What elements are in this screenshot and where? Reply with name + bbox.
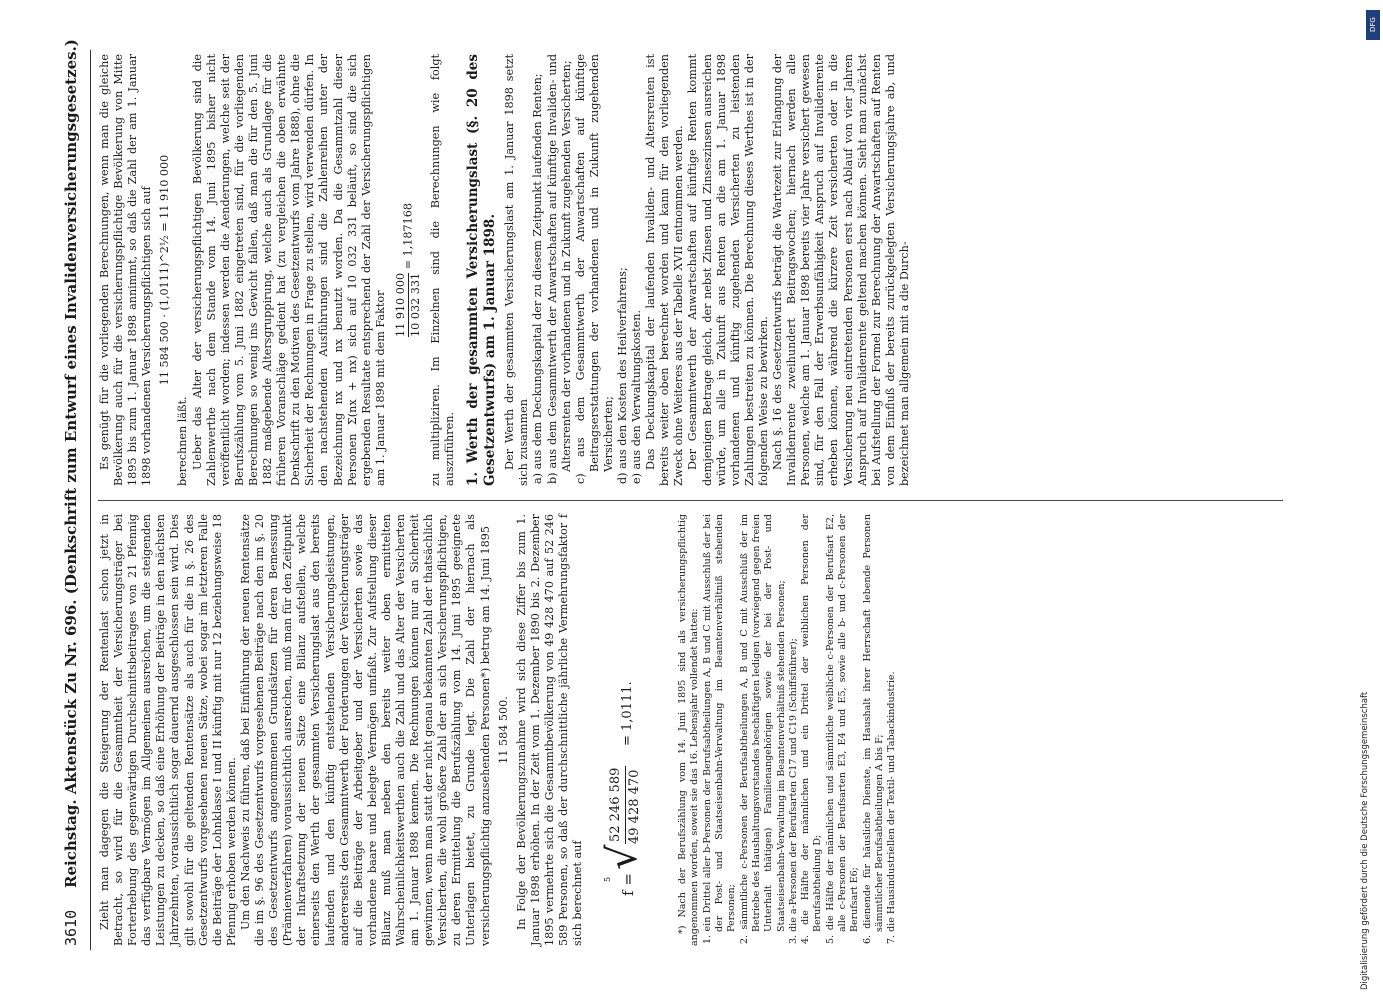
root-index: 5 [603, 876, 613, 882]
list-item: c) aus dem Gesammtwerth der Anwartschaften auf künftige Beitragserstattungen der vorhandenen und in Zukunft zugehenden Versicherten; [573, 54, 615, 484]
list-item: e) aus den Verwaltungskosten. [630, 309, 644, 484]
footnote-item: 1. ein Drittel aller b-Personen der Berufsabtheilungen A, B und C mit Ausschluß der bei der Post- und Staatseisenbahn-Verwaltung im Beamtenverhältniß stehenden Personen; [701, 514, 738, 944]
paragraph: Der Werth der gesammten Versicherungslast am 1. Januar 1898 setzt sich zusammen [503, 54, 531, 486]
equation: 11 584 500 · (1,0111)^2½ = 11 910 000 [158, 154, 172, 386]
running-title: Reichstag. Aktenstück Zu Nr. 696. (Denkschrift zum Entwurf eines Invalidenversicherungsgesetzes.) [62, 39, 80, 888]
footnote-item: 5. die Hälfte der männlichen und sämmtliche weibliche c-Personen der Berufsart E2, alle c-Personen der Berufsarten E3, E4 und E5, sowie alle b- und c-Personen der Berufsart E6; [824, 514, 861, 944]
paragraph: Ueber das Alter der versicherungspflichtigen Bevölkerung sind die Zahlenwerthe nach dem Stande vom 14. Juni 1895 bisher nicht veröffentlicht worden; indessen werden die Aenderungen, welche seit der Berufszählung vom 5. Juni 1882 eingetreten sind, für die vorliegenden Berechnungen so wenig ins Gewicht fallen, daß man die für den 5. Juni 1882 maßgebende Altersgruppirung, welche auch als Grundlage für die früheren Voranschläge gedient hat (zu vergleichen die oben erwähnte Denkschrift zu den Motiven des Gesetzentwurfs vom Jahre 1888), ohne die Sicherheit der Rechnungen in Frage zu stellen, wird verwenden dürfen. In den nachstehenden Ausführungen sind die Zahlenreihen unter der Bezeichnung nx und nx benutzt worden. Da die Gesammtzahl dieser Personen Σ(nx + nx) sich auf 10 032 331 beläuft, so sind die sich ergebenden Resultate entsprechend der Zahl der Versicherungspflichtigen am 1. Januar 1898 mit dem Faktor [190, 54, 387, 486]
list-item: a) aus dem Deckungskapital der zu diesem Zeitpunkt laufenden Renten; [531, 73, 545, 484]
growth-factor-formula [600, 514, 659, 896]
column-divider [98, 500, 1283, 501]
formula-lhs: f = [619, 873, 638, 896]
document-page [60, 39, 1305, 950]
value-line: 11 584 500. [496, 696, 510, 764]
paragraph: Das Deckungskapital der laufenden Invaliden- und Altersrenten ist bereits weiter oben berechnet worden und kann für den vorliegenden Zweck ohne Weiteres aus der Tabelle XVII entnommen werden. [644, 54, 686, 486]
right-column [98, 54, 912, 486]
left-column [98, 514, 899, 946]
paragraph: Um den Nachweis zu führen, daß bei Einführung der neuen Rentensätze die im §. 96 des Gesetzentwurfs vorgesehenen Beiträge nach den im §. 20 des Gesetzentwurfs angenommenen Grundsätzen für deren Bemessung (Prämienverfahren) voraussichtlich ausreichen, muß man für den Zeitpunkt der Inkraftsetzung der neuen Sätze eine Bilanz aufstellen, welche einerseits den Werth der gesammten Versicherungslast aus den bereits laufenden und den künftig entstehenden Versicherungsleistungen, andererseits den Gesammtwerth der Forderungen der Versicherungsträger auf die Beiträge der Arbeitgeber und der Versicherten sowie das vorhandene baare und belegte Vermögen umfaßt. Zur Aufstellung dieser Bilanz muß man neben den bereits weiter oben ermittelten Wahrscheinlichkeitswerthen auch die Zahl und das Alter der Versicherten am 1. Januar 1898 kennen. Die Rechnungen können nur an Sicherheit gewinnen, wenn man statt der nicht genau bekannten Zahl der thatsächlich Versicherten, die wohl größere Zahl der an sich Versicherungspflichtigen, zu deren Ermittelung die Berufszählung vom 14. Juni 1895 geeignete Unterlagen bietet, zu Grunde legt. Die Zahl der hiernach als versicherungspflichtig anzusehenden Personen*) betrug am 14. Juni 1895 [238, 514, 492, 946]
footnote-intro: *) Nach der Berufszählung vom 14. Juni 1895 sind als versicherungspflichtig angenommen worden, soweit sie das 16. Lebensjahr vollendet hatten: [677, 514, 701, 946]
factor-denominator: 10 032 331 [408, 272, 422, 337]
section-heading: 1. Werth der gesammten Versicherungslast (§. 20 des Gesetzentwurfs) am 1. Januar 1898. [465, 54, 499, 486]
paragraph: berechnen läßt. [176, 396, 190, 486]
footnote-item: 7. die Hausindustriellen der Textil- und Tabackindustrie. [886, 671, 898, 944]
paragraph: Zieht man dagegen die Steigerung der Rentenlast schon jetzt in Betracht, so wird für die Gesammtheit der Versicherungsträger bei Forterhebung des gegenwärtigen Durchschnittsbeitrages von 21 Pfennig das verfügbare Vermögen im Allgemeinen ausreichen, um die steigenden Leistungen zu decken, so daß eine Erhöhung der Beiträge in den nächsten Jahrzehnten, voraussichtlich sogar dauernd ausgeschlossen sein wird. Dies gilt sowohl für die geltenden Rentensätze als auch für die in §. 26 des Gesetzentwurfs vorgesehenen neuen Sätze, wobei sogar im letzteren Falle die Beiträge der Lohnklasse I und II künftig mit nur 12 beziehungsweise 18 Pfennig erhoben werden können. [98, 514, 238, 946]
dfg-logo: DFG [1366, 10, 1380, 40]
footnote-item: 6. dienende für häusliche Dienste, im Haushalt ihrer Herrschaft lebende Personen sämmtlicher Berufsabtheilungen A bis F; [861, 514, 885, 944]
paragraph: zu multipliziren. Im Einzelnen sind die Berechnungen wie folgt auszuführen. [429, 54, 457, 486]
denominator: 49 428 470 [627, 769, 643, 844]
footnote-item: 2. sämmtliche c-Personen der Berufsabtheilungen A, B und C mit Ausschluß der im Betriebe des Haushaltungsvorstandes beschäftigten ledigen (vorwiegend gegen freien Unterhalt thätigen) Familienangehörigen sowie der bei der Post- und Staatseisenbahn-Verwaltung im Beamtenverhältniß stehenden Personen; [738, 514, 787, 944]
list-item: d) aus den Kosten des Heilverfahrens; [616, 267, 629, 484]
paragraph: Nach §. 16 des Gesetzentwurfs beträgt die Wartezeit zur Erlangung der Invalidenrente zweihundert Beitragswochen; hiernach werden alle Personen, welche am 1. Januar 1898 bereits vier Jahre versichert gewesen sind, für den Fall der Erwerbsunfähigkeit Anspruch auf Invalidenrente erheben können, während die kürzere Zeit versicherten oder in die Versicherung neu eintretenden Personen erst nach Ablauf von vier Jahren Anspruch auf Invalidenrente geltend machen können. Sieht man zunächst bei Aufstellung der Formel zur Berechnung der Anwartschaften auf Renten von dem Einfluß der bereits zurückgelegten Versicherungsjahre ab, und bezeichnet man allgemein mit a die Durch- [771, 54, 911, 486]
page-number: 3610 [62, 909, 80, 946]
header-rule [90, 50, 91, 950]
formula-result: = 1,0111. [620, 681, 636, 746]
footnote-item: 4. die Hälfte der männlichen und ein Drittel der weiblichen Personen der Berufsabtheilung D; [800, 514, 824, 944]
factor-numerator: 11 910 000 [394, 273, 409, 337]
factor-fraction [394, 54, 423, 486]
footnote-item: 3. die a-Personen der Berufsarten C17 und C19 (Schiffsführer); [787, 638, 799, 944]
factor-result: = 1,187168 [401, 203, 415, 270]
numerator: 52 246 589 [607, 766, 626, 844]
page-header [60, 39, 88, 950]
root-sign-icon: √ [600, 844, 647, 870]
paragraph: Es genügt für die vorliegenden Berechnungen, wenn man die gleiche Bevölkerung auch für die versicherungspflichtige Bevölkerung von Mitte 1895 bis zum 1. Januar 1898 annimmt, so daß die Zahl der am 1. Januar 1898 vorhandenen Versicherungspflichtigen sich auf [98, 54, 154, 486]
paragraph: In Folge der Bevölkerungszunahme wird sich diese Ziffer bis zum 1. Januar 1898 erhöhen. In der Zeit vom 1. Dezember 1890 bis 2. Dezember 1895 vermehrte sich die Gesammtbevölkerung von 49 428 470 auf 52 246 589 Personen, so daß der durchschnittliche jährliche Vermehrungsfaktor f sich berechnet auf [514, 514, 585, 946]
list-item: b) aus dem Gesammtwerth der Anwartschaften auf künftige Invaliden- und Altersrenten der vorhandenen und in Zukunft zugehenden Versicherten; [545, 54, 573, 484]
paragraph: Der Gesammtwerth der Anwartschaften auf künftige Renten kommt demjenigen Betrage gleich, der nebst Zinsen und Zinseszinsen ausreichen würde, um alle in Zukunft aus Renten an die am 1. Januar 1898 vorhandenen und künftig zugehenden Versicherten zu leistenden Zahlungen bestreiten zu können. Die Berechnung dieses Werthes ist in der folgenden Weise zu bewirken. [686, 54, 770, 486]
footnote [677, 514, 898, 946]
formula-fraction [607, 766, 644, 844]
digitization-credit: Digitalisierung gefördert durch die Deutsche Forschungsgemeinschaft [1360, 691, 1370, 990]
